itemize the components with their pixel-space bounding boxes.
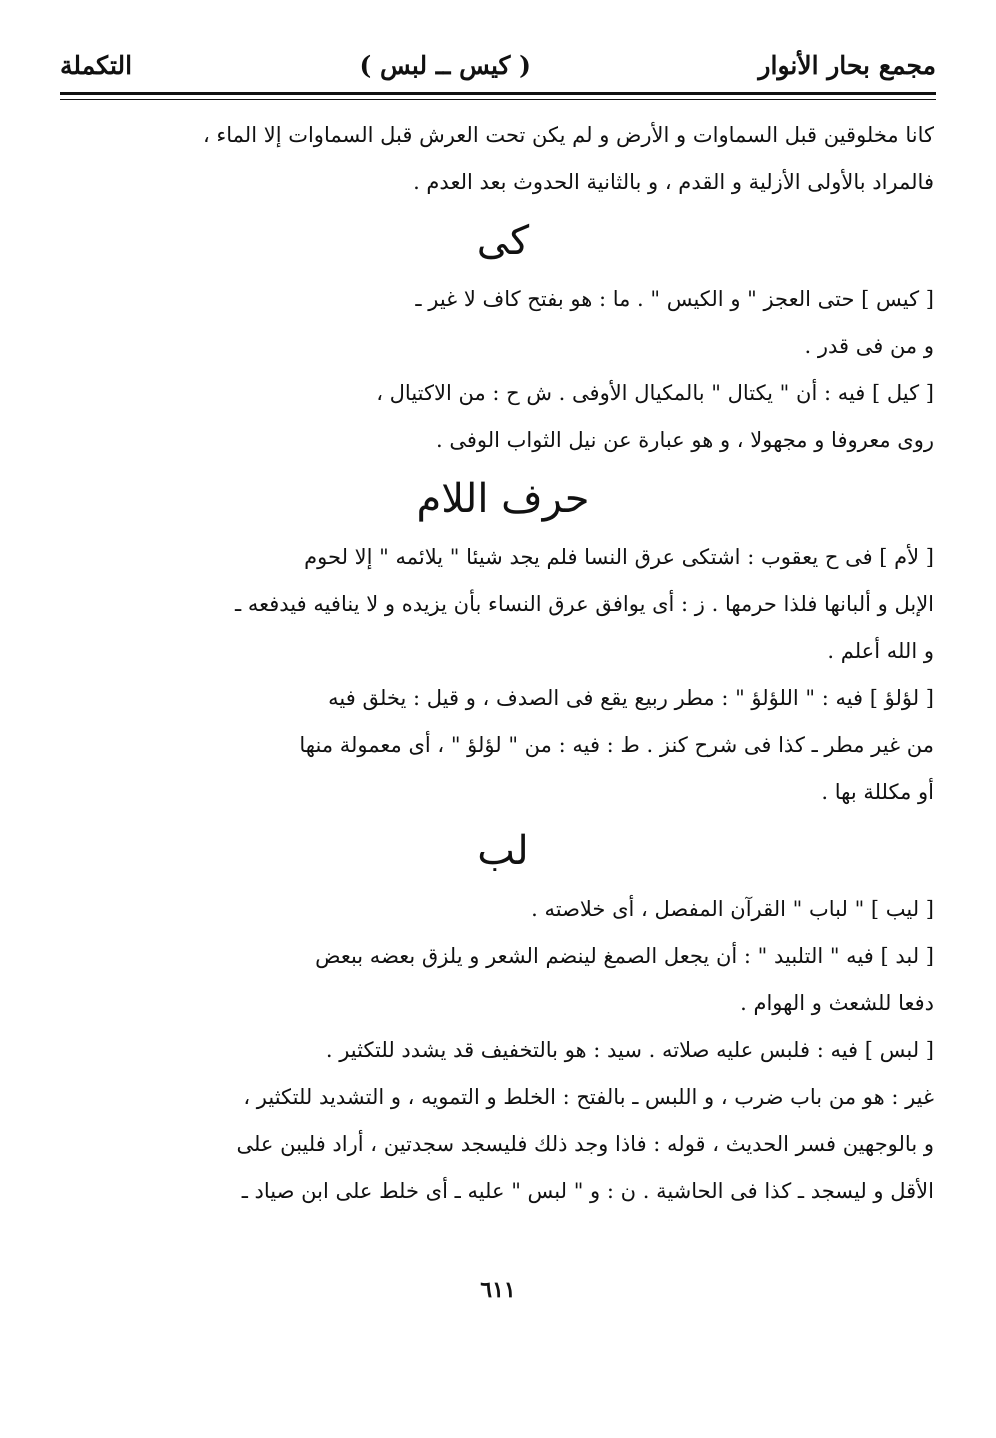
header-rule-thin bbox=[60, 99, 936, 100]
entry-lyb bbox=[72, 886, 934, 933]
page-body bbox=[72, 112, 934, 1215]
text-line: [ ليب ] " لباب " القرآن المفصل ، أى خلاصته . bbox=[531, 897, 934, 921]
entry-lbs bbox=[72, 1027, 934, 1215]
page-number: ٦١١ bbox=[480, 1277, 516, 1303]
book-title: مجمع بحار الأنوار bbox=[758, 50, 936, 80]
running-head: ( كيس ــ لبس ) bbox=[359, 50, 531, 80]
intro-paragraph bbox=[72, 112, 934, 206]
text-line: فالمراد بالأولى الأزلية و القدم ، و بالثانية الحدوث بعد العدم . bbox=[413, 170, 934, 194]
entry-lulu bbox=[72, 675, 934, 816]
text-line: و الله أعلم . bbox=[827, 639, 934, 663]
header-rule-thick bbox=[60, 92, 936, 95]
text-line: الإبل و ألبانها فلذا حرمها . ز : أى يوافق عرق النساء بأن يزيده و لا ينافيه فيدفعه ـ bbox=[235, 592, 934, 616]
entry-kis bbox=[72, 276, 934, 370]
text-line: [ لبد ] فيه " التلبيد " : أن يجعل الصمغ لينضم الشعر و يلزق بعضه ببعض bbox=[315, 944, 934, 968]
text-line: و من فى قدر . bbox=[804, 334, 934, 358]
entry-kayl bbox=[72, 370, 934, 464]
section-heading-ki: كى bbox=[476, 218, 530, 264]
text-line: دفعا للشعث و الهوام . bbox=[740, 991, 934, 1015]
section-heading-lb: لب bbox=[477, 828, 529, 874]
text-line: [ كيس ] حتى العجز " و الكيس " . ما : هو بفتح كاف لا غير ـ bbox=[415, 287, 934, 311]
section-title: التكملة bbox=[60, 50, 133, 80]
text-line: روى معروفا و مجهولا ، و هو عبارة عن نيل الثواب الوفى . bbox=[436, 428, 934, 452]
entry-lbd bbox=[72, 933, 934, 1027]
page-header bbox=[60, 40, 936, 90]
text-line: [ لأم ] فى ح يعقوب : اشتكى عرق النسا فلم يجد شيئا " يلائمه " إلا لحوم bbox=[304, 545, 934, 569]
text-line: [ لبس ] فيه : فلبس عليه صلاته . سيد : هو بالتخفيف قد يشدد للتكثير . bbox=[325, 1038, 934, 1062]
text-line: [ لؤلؤ ] فيه : " اللؤلؤ " : مطر ربيع يقع فى الصدف ، و قيل : يخلق فيه bbox=[328, 686, 934, 710]
section-heading-lam: حرف اللام bbox=[416, 476, 590, 522]
text-line: أو مكللة بها . bbox=[821, 780, 934, 804]
text-line: و بالوجهين فسر الحديث ، قوله : فاذا وجد ذلك فليسجد سجدتين ، أراد فليبن على bbox=[236, 1132, 934, 1156]
text-line: غير : هو من باب ضرب ، و اللبس ـ بالفتح : الخلط و التمويه ، و التشديد للتكثير ، bbox=[243, 1085, 934, 1109]
entry-lam bbox=[72, 534, 934, 675]
text-line: كانا مخلوقين قبل السماوات و الأرض و لم يكن تحت العرش قبل السماوات إلا الماء ، bbox=[202, 123, 934, 147]
text-line: من غير مطر ـ كذا فى شرح كنز . ط : فيه : من " لؤلؤ " ، أى معمولة منها bbox=[299, 733, 934, 757]
text-line: الأقل و ليسجد ـ كذا فى الحاشية . ن : و " لبس " عليه ـ أى خلط على ابن صياد ـ bbox=[241, 1179, 934, 1203]
text-line: [ كيل ] فيه : أن " يكتال " بالمكيال الأوفى . ش ح : من الاكتيال ، bbox=[376, 381, 934, 405]
